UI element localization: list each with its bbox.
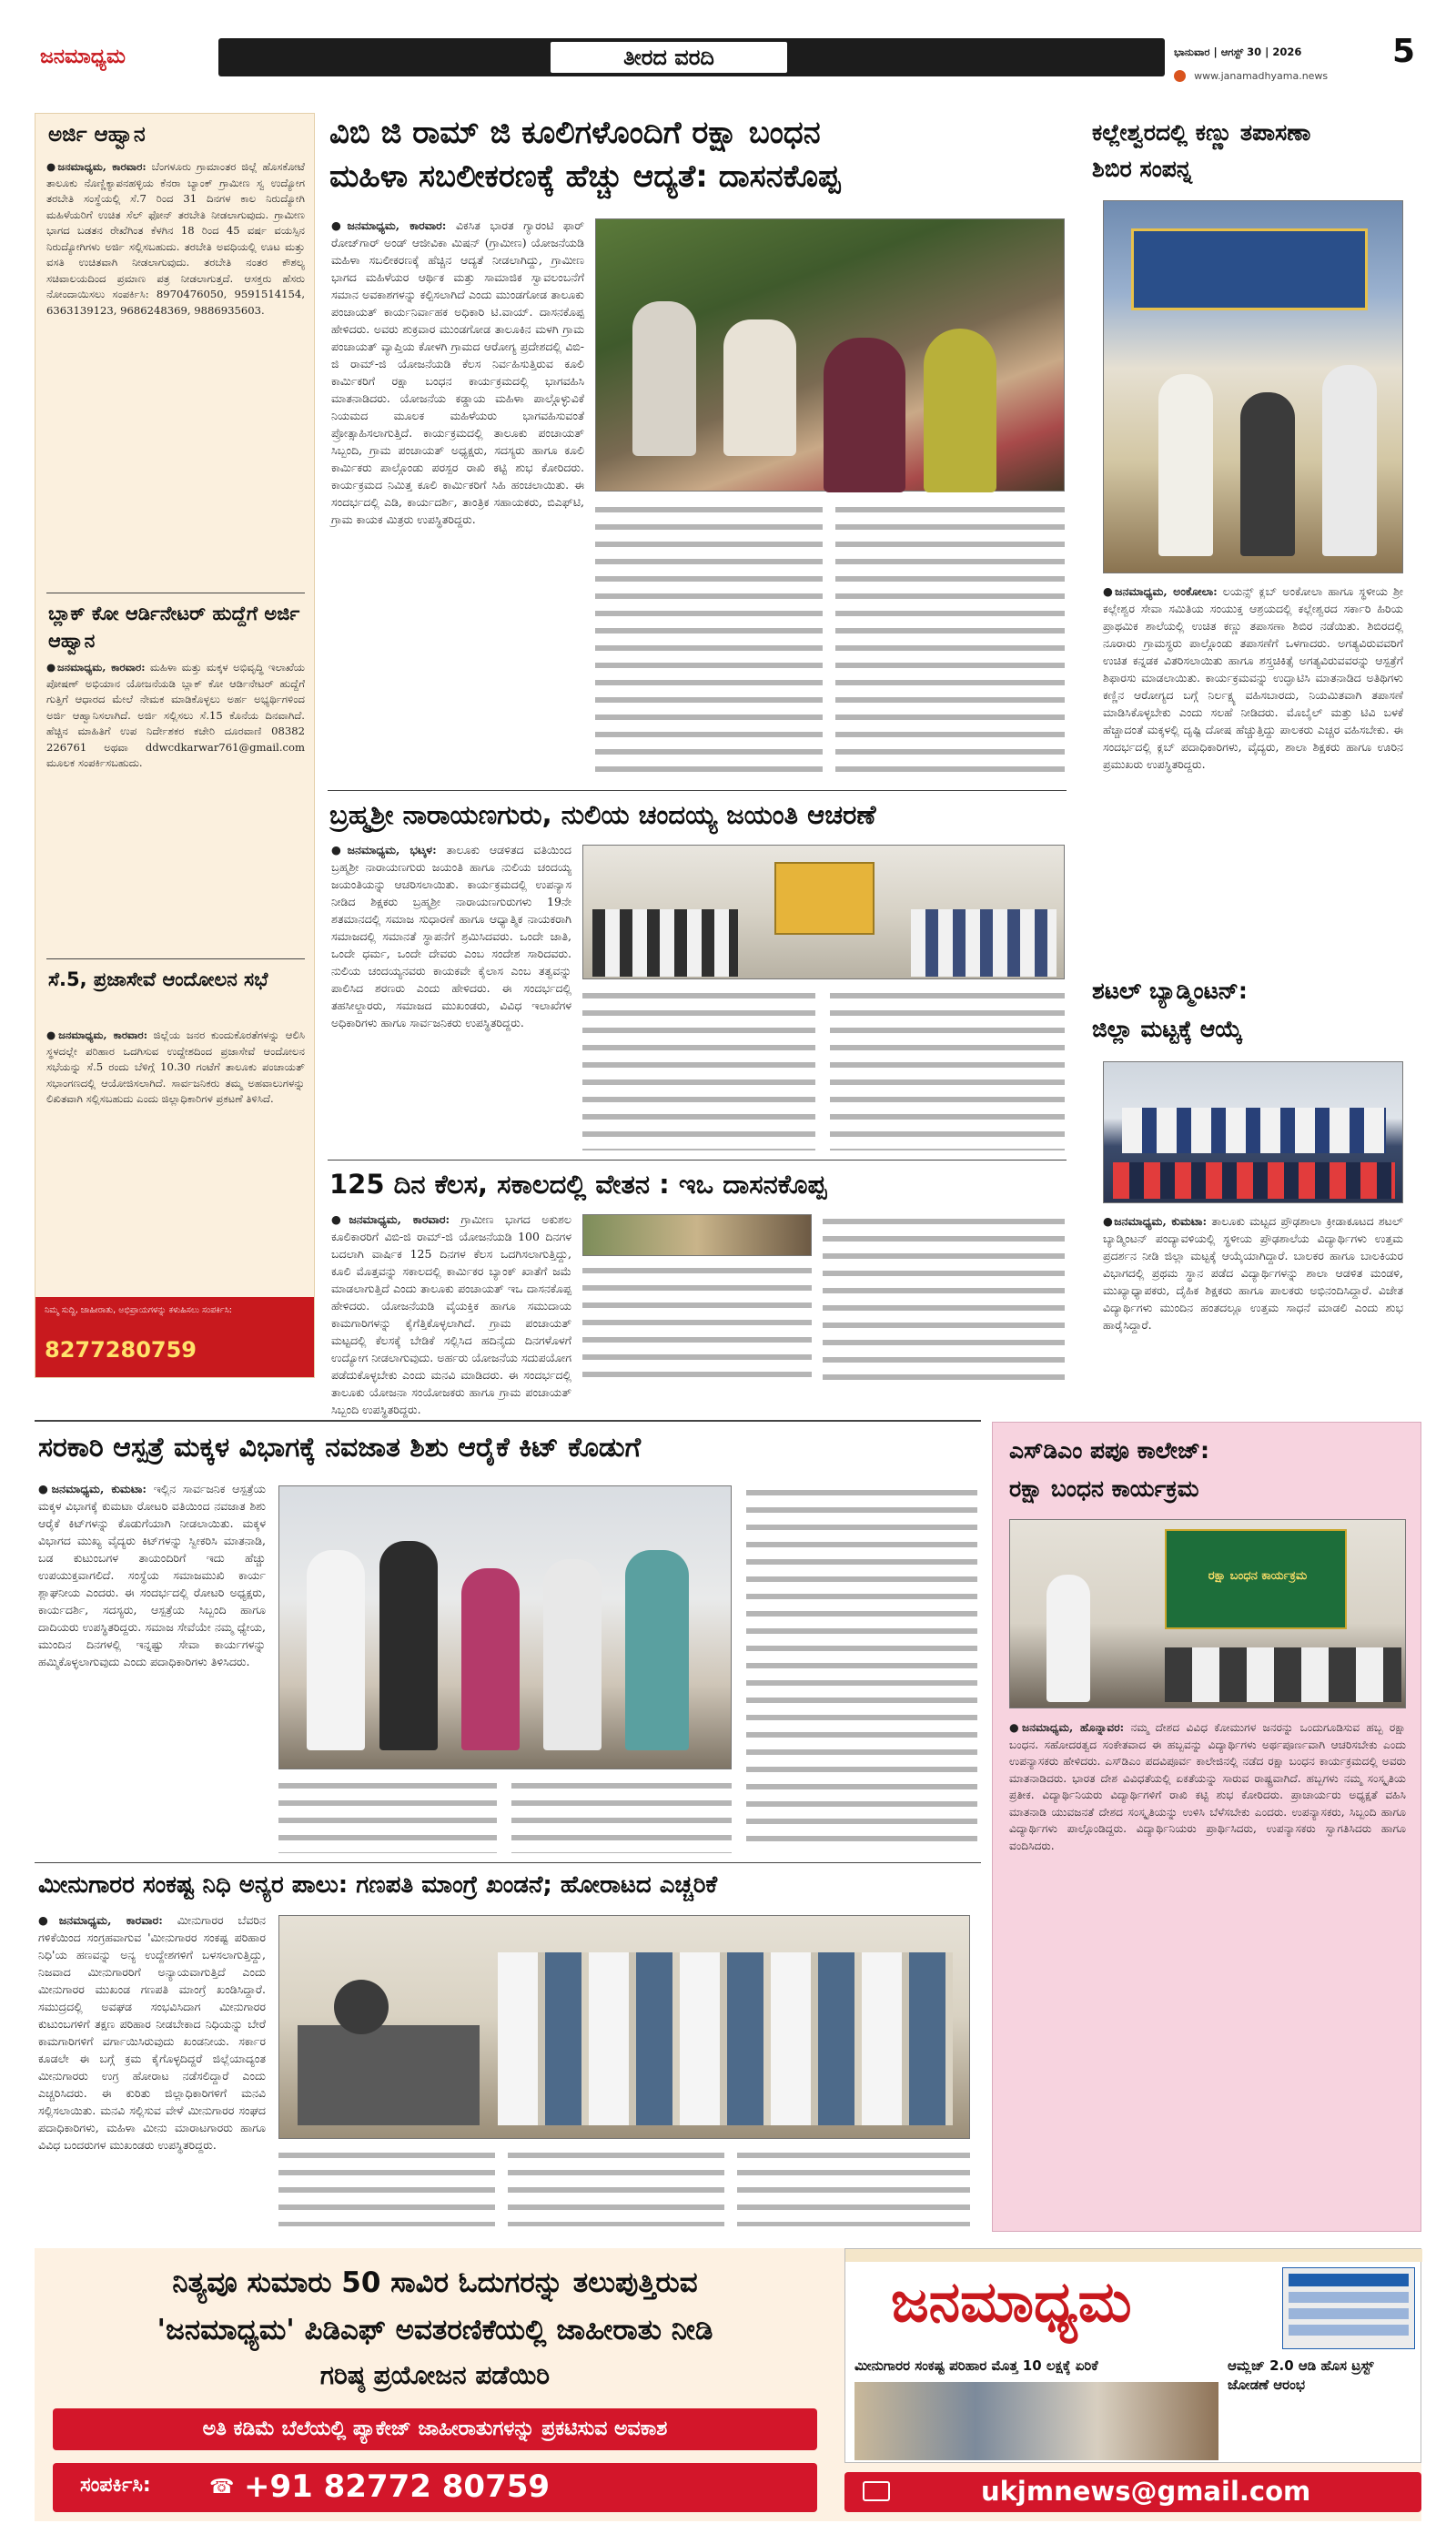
eye-camp-photo (1103, 200, 1403, 573)
ad-contact-label: ಸಂಪರ್ಕಿಸಿ: (80, 2474, 151, 2497)
fishermen-story (35, 1862, 981, 2232)
email-bar (844, 2472, 1421, 2512)
ad-banner-text: ಅತಿ ಕಡಿಮೆ ಬೆಲೆಯಲ್ಲಿ ಪ್ಯಾಕೇಜ್ ಜಾಹೀರಾತುಗಳನ್ನು ಪ್ರಕಟಿಸುವ ಅವಕಾಶ (202, 2417, 668, 2440)
eye-camp-story (1083, 109, 1420, 956)
ad-phone[interactable]: +91 82772 80759 (244, 2468, 551, 2505)
jayanti-col-lines (582, 988, 815, 1150)
badminton-story (1083, 974, 1420, 1484)
badminton-photo (1103, 1061, 1403, 1203)
notice3-body (46, 1028, 305, 1284)
mini-brand: ಜನಮಾಧ್ಯಮ (891, 2268, 1132, 2335)
divider (328, 790, 1067, 791)
section-bar (218, 38, 1165, 76)
hospital-photo (278, 1485, 732, 1769)
eye-camp-text: ಲಯನ್ಸ್ ಕ್ಲಬ್ ಅಂಕೋಲಾ ಹಾಗೂ ಸ್ಥಳೀಯ ಶ್ರೀ ಕಲ್ಲೇಶ್ವರ ಸೇವಾ ಸಮಿತಿಯ ಸಂಯುಕ್ತ ಆಶ್ರಯದಲ್ಲಿ ಕಲ್ಲೇಶ್ವರದ ಸರ್ಕಾರಿ ಹಿರಿಯ ಪ್ರಾಥಮಿಕ ಶಾಲೆಯಲ್ಲಿ ಉಚಿತ ಕಣ್ಣು ತಪಾಸಣಾ ಶಿಬಿರ ನಡೆಯಿತು. ಶಿಬಿರದಲ್ಲಿ ನೂರಾರು ಗ್ರಾಮಸ್ಥರು ಪಾಲ್ಗೊಂಡು ತಪಾಸಣೆಗೆ ಒಳಗಾದರು. ಅಗತ್ಯವಿರುವವರಿಗೆ ಉಚಿತ ಕನ್ನಡಕ ವಿತರಿಸಲಾಯಿತು ಹಾಗೂ ಶಸ್ತ್ರಚಿಕಿತ್ಸೆ ಅಗತ್ಯವಿರುವವರನ್ನು ಆಸ್ಪತ್ರೆಗೆ ಶಿಫಾರಸು ಮಾಡಲಾಯಿತು. ಕಾರ್ಯಕ್ರಮವನ್ನು ಉದ್ಘಾಟಿಸಿ ಮಾತನಾಡಿದ ಅತಿಥಿಗಳು ಕಣ್ಣಿನ ಆರೋಗ್ಯದ ಬಗ್ಗೆ ನಿರ್ಲಕ್ಷ್ಯ ವಹಿಸಬಾರದು, ನಿಯಮಿತವಾಗಿ ತಪಾಸಣೆ ಮಾಡಿಸಿಕೊಳ್ಳಬೇಕು ಎಂದು ಸಲಹೆ ನೀಡಿದರು. ಮೊಬೈಲ್ ಮತ್ತು ಟಿವಿ ಬಳಕೆ ಹೆಚ್ಚಾದಂತೆ ಮಕ್ಕಳಲ್ಲಿ ದೃಷ್ಟಿ ದೋಷ ಹೆಚ್ಚುತ್ತಿದ್ದು ಪಾಲಕರು ಎಚ್ಚರ ವಹಿಸಬೇಕು. ಈ ಸಂದರ್ಭದಲ್ಲಿ ಕ್ಲಬ್ ಪದಾಧಿಕಾರಿಗಳು, ವೈದ್ಯರು, ಶಾಲಾ ಶಿಕ್ಷಕರು ಹಾಗೂ ಊರಿನ ಪ್ರಮುಖರು ಉಪಸ್ಥಿತರಿದ್ದರು. (1103, 584, 1403, 771)
badminton-headline-2: ಜಿಲ್ಲಾ ಮಟ್ಟಕ್ಕೆ ಆಯ್ಕೆ (1092, 1016, 1243, 1042)
dateline: ಭಾನುವಾರ | ಆಗಸ್ಟ್ 30 | 2026 (1174, 46, 1302, 58)
wages-headline: 125 ದಿನ ಕೆಲಸ, ಸಕಾಲದಲ್ಲಿ ವೇತನ : ಇಒ ದಾಸನಕೊಪ್ಪ (329, 1169, 827, 1200)
section-label-box (551, 42, 787, 73)
mini-front-page (844, 2248, 1421, 2463)
page-number: 5 (1392, 33, 1416, 70)
globe-icon (1174, 70, 1186, 82)
notice1-lead: ●ಜನಮಾಧ್ಯಮ, ಕಾರವಾರ: (46, 160, 147, 173)
hospital-col-lines (511, 1779, 732, 1853)
hospital-col1 (38, 1480, 266, 1853)
website-row (1174, 66, 1328, 81)
contact-ad-text: ನಿಮ್ಮ ಸುದ್ದಿ, ಜಾಹೀರಾತು, ಅಭಿಪ್ರಾಯಗಳನ್ನು ಕಳುಹಿಸಲು ಸಂಪರ್ಕಿಸಿ: (45, 1305, 232, 1315)
divider (46, 958, 305, 959)
contact-ad (35, 1297, 314, 1377)
mini-strip (845, 2249, 1422, 2262)
lead-story-col1 (331, 217, 584, 774)
ad-contact-row (53, 2463, 817, 2512)
brand-name: ಜನಮಾಧ್ಯಮ (40, 46, 126, 68)
fishermen-col1 (38, 1911, 266, 2226)
bottom-ad (35, 2248, 1421, 2521)
hospital-lead: ●ಜನಮಾಧ್ಯಮ, ಕುಮಟಾ: (38, 1482, 147, 1495)
phone-icon: ☎ (209, 2476, 235, 2498)
eye-camp-headline-2: ಶಿಬಿರ ಸಂಪನ್ನ (1092, 156, 1193, 182)
brand-logo (40, 46, 213, 73)
jayanti-story (324, 790, 1070, 1154)
sdm-banner-text: ರಕ್ಷಾ ಬಂಧನ ಕಾರ್ಯಕ್ರಮ (1208, 1569, 1308, 1583)
lead-story (324, 109, 1070, 783)
wages-lead: ●ಜನಮಾಧ್ಯಮ, ಕಾರವಾರ: (331, 1212, 450, 1226)
hospital-col-lines (746, 1485, 977, 1853)
fishermen-lead: ●ಜನಮಾಧ್ಯಮ, ಕಾರವಾರ: (38, 1913, 163, 1927)
lead-headline-1: ವಿಬಿ ಜಿ ರಾಮ್ ಜಿ ಕೂಲಿಗಳೊಂದಿಗೆ ರಕ್ಷಾ ಬಂಧನ (329, 115, 821, 151)
sdm-body (1009, 1719, 1406, 2224)
notice3-lead: ●ಜನಮಾಧ್ಯಮ, ಕಾರವಾರ: (46, 1029, 147, 1041)
website-link[interactable]: www.janamadhyama.news (1194, 70, 1329, 82)
mini-side-panel (1282, 2267, 1415, 2349)
badminton-text: ತಾಲೂಕು ಮಟ್ಟದ ಪ್ರೌಢಶಾಲಾ ಕ್ರೀಡಾಕೂಟದ ಶಟಲ್ ಬ್ಯಾಡ್ಮಿಂಟನ್ ಪಂದ್ಯಾವಳಿಯಲ್ಲಿ ಸ್ಥಳೀಯ ಪ್ರೌಢಶಾಲೆಯ ವಿದ್ಯಾರ್ಥಿಗಳು ಉತ್ತಮ ಪ್ರದರ್ಶನ ನೀಡಿ ಜಿಲ್ಲಾ ಮಟ್ಟಕ್ಕೆ ಆಯ್ಕೆಯಾಗಿದ್ದಾರೆ. ಬಾಲಕರ ಹಾಗೂ ಬಾಲಕಿಯರ ವಿಭಾಗದಲ್ಲಿ ಪ್ರಥಮ ಸ್ಥಾನ ಪಡೆದ ವಿದ್ಯಾರ್ಥಿಗಳನ್ನು ಶಾಲಾ ಆಡಳಿತ ಮಂಡಳಿ, ಮುಖ್ಯಾಧ್ಯಾಪಕರು, ದೈಹಿಕ ಶಿಕ್ಷಕರು ಹಾಗೂ ಪಾಲಕರು ಅಭಿನಂದಿಸಿದ್ದಾರೆ. ವಿಜೇತ ವಿದ್ಯಾರ್ಥಿಗಳು ಮುಂದಿನ ಹಂತದಲ್ಲೂ ಉತ್ತಮ ಸಾಧನೆ ಮಾಡಲಿ ಎಂದು ಶುಭ ಹಾರೈಸಿದ್ದಾರೆ. (1103, 1214, 1403, 1332)
ad-text-block (35, 2248, 835, 2521)
lead-story-lead: ●ಜನಮಾಧ್ಯಮ, ಕಾರವಾರ: (331, 218, 447, 232)
ad-line-1: ನಿತ್ಯವೂ ಸುಮಾರು 50 ಸಾವಿರ ಓದುಗರನ್ನು ತಲುಪುತ್ತಿರುವ (172, 2266, 698, 2299)
wages-text: ಗ್ರಾಮೀಣ ಭಾಗದ ಅಕುಶಲ ಕೂಲಿಕಾರರಿಗೆ ವಿಬಿ-ಜಿ ರಾಮ್-ಜಿ ಯೋಜನೆಯಡಿ 100 ದಿನಗಳ ಬದಲಾಗಿ ವಾರ್ಷಿಕ 125 ದಿನಗಳ ಕೆಲಸ ಒದಗಿಸಲಾಗುತ್ತಿದ್ದು, ಕೂಲಿ ಮೊತ್ತವನ್ನು ಸಕಾಲದಲ್ಲಿ ಕಾರ್ಮಿಕರ ಬ್ಯಾಂಕ್ ಖಾತೆಗೆ ಜಮೆ ಮಾಡಲಾಗುತ್ತಿದೆ ಎಂದು ತಾಲೂಕು ಪಂಚಾಯತ್ ಇಒ ದಾಸನಕೊಪ್ಪ ಹೇಳಿದರು. ಯೋಜನೆಯಡಿ ವೈಯಕ್ತಿಕ ಹಾಗೂ ಸಮುದಾಯ ಕಾಮಗಾರಿಗಳನ್ನು ಕೈಗೆತ್ತಿಕೊಳ್ಳಲಾಗಿದೆ. ಗ್ರಾಮ ಪಂಚಾಯತ್ ಮಟ್ಟದಲ್ಲಿ ಕೆಲಸಕ್ಕೆ ಬೇಡಿಕೆ ಸಲ್ಲಿಸಿದ ಹದಿನೈದು ದಿನಗಳೊಳಗೆ ಉದ್ಯೋಗ ನೀಡಲಾಗುವುದು. ಅರ್ಹರು ಯೋಜನೆಯ ಸದುಪಯೋಗ ಪಡೆದುಕೊಳ್ಳಬೇಕು ಎಂದು ಮನವಿ ಮಾಡಿದರು. ಈ ಸಂದರ್ಭದಲ್ಲಿ ತಾಲೂಕು ಯೋಜನಾ ಸಂಯೋಜಕರು ಹಾಗೂ ಗ್ರಾಮ ಪಂಚಾಯತ್ ಸಿಬ್ಬಂದಿ ಉಪಸ್ಥಿತರಿದ್ದರು. (331, 1212, 571, 1416)
fishermen-photo (278, 1915, 970, 2139)
wages-story (324, 1160, 1070, 1416)
notice2-body (46, 660, 305, 949)
badminton-lead: ●ಜನಮಾಧ್ಯಮ, ಕುಮಟಾ: (1103, 1214, 1208, 1228)
lead-story-col-lines (835, 502, 1065, 774)
masthead (0, 0, 1456, 82)
fishermen-col-lines (278, 2148, 495, 2226)
notice2-lead: ●ಜನಮಾಧ್ಯಮ, ಕಾರವಾರ: (46, 661, 146, 674)
wages-col1 (331, 1211, 571, 1416)
wages-col-lines (823, 1214, 1065, 1383)
notice3-title: ಸೆ.5, ಪ್ರಜಾಸೇವೆ ಆಂದೋಲನ ಸಭೆ (48, 968, 268, 990)
ad-banner (53, 2408, 817, 2450)
sdm-story (992, 1422, 1421, 2232)
mini-headline-2: ಆಮ್ಲಜ್ 2.0 ಆಡಿ ಹೊಸ ಟ್ರಸ್ಟ್ ಜೋಡಣೆ ಆರಂಭ (1228, 2357, 1374, 2393)
notice1-body (46, 159, 305, 585)
wages-col-lines (582, 1263, 812, 1383)
notice2-title: ಬ್ಲಾಕ್ ಕೋ ಆರ್ಡಿನೇಟರ್ ಹುದ್ದೆಗೆ ಅರ್ಜಿ ಆಹ್ವಾನ (48, 603, 300, 652)
notice1-title: ಅರ್ಜಿ ಆಹ್ವಾನ (48, 123, 146, 147)
jayanti-lead: ●ಜನಮಾಧ್ಯಮ, ಭಟ್ಕಳ: (331, 843, 437, 856)
divider (328, 1160, 1067, 1161)
divider (35, 1420, 981, 1422)
eye-camp-headline-1: ಕಲ್ಲೇಶ್ವರದಲ್ಲಿ ಕಣ್ಣು ತಪಾಸಣಾ (1092, 119, 1311, 146)
ad-email[interactable]: ukjmnews@gmail.com (981, 2476, 1311, 2507)
left-column (35, 113, 315, 1378)
eye-camp-lead: ●ಜನಮಾಧ್ಯಮ, ಅಂಕೋಲಾ: (1103, 584, 1218, 598)
sdm-photo (1009, 1519, 1406, 1708)
mini-headline-1: ಮೀನುಗಾರರ ಸಂಕಷ್ಟ ಪರಿಹಾರ ಮೊತ್ತ 10 ಲಕ್ಷಕ್ಕೆ ಏರಿಕೆ (854, 2357, 1098, 2374)
jayanti-headline: ಬ್ರಹ್ಮಶ್ರೀ ನಾರಾಯಣಗುರು, ನುಲಿಯ ಚಂದಯ್ಯ ಜಯಂತಿ ಆಚರಣೆ (329, 799, 876, 830)
eye-camp-body (1103, 583, 1403, 947)
sdm-headline-2: ರಕ್ಷಾ ಬಂಧನ ಕಾರ್ಯಕ್ರಮ (1009, 1475, 1199, 1502)
notice2-text: ಮಹಿಳಾ ಮತ್ತು ಮಕ್ಕಳ ಅಭಿವೃದ್ಧಿ ಇಲಾಖೆಯ ಪೋಷಣ್ ಅಭಿಯಾನ ಯೋಜನೆಯಡಿ ಬ್ಲಾಕ್ ಕೋ ಆರ್ಡಿನೇಟರ್ ಹುದ್ದೆಗೆ ಗುತ್ತಿಗೆ ಆಧಾರದ ಮೇಲೆ ನೇಮಕ ಮಾಡಿಕೊಳ್ಳಲು ಅರ್ಹ ಅಭ್ಯರ್ಥಿಗಳಿಂದ ಅರ್ಜಿ ಆಹ್ವಾನಿಸಲಾಗಿದೆ. ಅರ್ಜಿ ಸಲ್ಲಿಸಲು ಸೆ.15 ಕೊನೆಯ ದಿನವಾಗಿದೆ. ಹೆಚ್ಚಿನ ಮಾಹಿತಿಗೆ ಉಪ ನಿರ್ದೇಶಕರ ಕಚೇರಿ ದೂರವಾಣಿ 08382 226761 ಅಥವಾ ddwcdkarwar761@gmail.com ಮೂಲಕ ಸಂಪರ್ಕಿಸಬಹುದು. (46, 661, 305, 769)
contact-ad-phone[interactable]: 8277280759 (45, 1337, 197, 1363)
fishermen-headline: ಮೀನುಗಾರರ ಸಂಕಷ್ಟ ನಿಧಿ ಅನ್ಯರ ಪಾಲು: ಗಣಪತಿ ಮಾಂಗ್ರೆ ಖಂಡನೆ; ಹೋರಾಟದ ಎಚ್ಚರಿಕೆ (38, 1871, 718, 1899)
hospital-col-lines (278, 1779, 497, 1853)
divider (35, 1862, 981, 1863)
hospital-story (35, 1420, 981, 1859)
jayanti-col1 (331, 841, 571, 1150)
jayanti-col-lines (830, 988, 1065, 1150)
lead-story-photo (595, 218, 1065, 492)
email-icon (863, 2481, 890, 2501)
lead-story-col-lines (595, 502, 823, 774)
mini-photo (854, 2382, 1218, 2460)
hospital-headline: ಸರಕಾರಿ ಆಸ್ಪತ್ರೆ ಮಕ್ಕಳ ವಿಭಾಗಕ್ಕೆ ನವಜಾತ ಶಿಶು ಆರೈಕೆ ಕಿಟ್ ಕೊಡುಗೆ (38, 1432, 642, 1464)
ad-line-3: ಗರಿಷ್ಠ ಪ್ರಯೋಜನ ಪಡೆಯಿರಿ (319, 2360, 551, 2390)
sdm-text: ನಮ್ಮ ದೇಶದ ವಿವಿಧ ಕೋಮುಗಳ ಜನರನ್ನು ಒಂದುಗೂಡಿಸುವ ಹಬ್ಬ ರಕ್ಷಾ ಬಂಧನ. ಸಹೋದರತ್ವದ ಸಂಕೇತವಾದ ಈ ಹಬ್ಬವನ್ನು ವಿದ್ಯಾರ್ಥಿಗಳು ಅರ್ಥಪೂರ್ಣವಾಗಿ ಆಚರಿಸಬೇಕು ಎಂದು ಉಪನ್ಯಾಸಕರು ಹೇಳಿದರು. ಎಸ್‌ಡಿಎಂ ಪದವಿಪೂರ್ವ ಕಾಲೇಜಿನಲ್ಲಿ ನಡೆದ ರಕ್ಷಾ ಬಂಧನ ಕಾರ್ಯಕ್ರಮದಲ್ಲಿ ಅವರು ಮಾತನಾಡಿದರು. ಭಾರತ ದೇಶ ವಿವಿಧತೆಯಲ್ಲಿ ಏಕತೆಯನ್ನು ಸಾರುವ ರಾಷ್ಟ್ರವಾಗಿದೆ. ಹಬ್ಬಗಳು ನಮ್ಮ ಸಂಸ್ಕೃತಿಯ ಪ್ರತೀಕ. ವಿದ್ಯಾರ್ಥಿನಿಯರು ವಿದ್ಯಾರ್ಥಿಗಳಿಗೆ ರಾಖಿ ಕಟ್ಟಿ ಶುಭ ಕೋರಿದರು. ಪ್ರಾಚಾರ್ಯರು ಅಧ್ಯಕ್ಷತೆ ವಹಿಸಿ ಮಾತನಾಡಿ ಯುವಜನತೆ ದೇಶದ ಸಂಸ್ಕೃತಿಯನ್ನು ಉಳಿಸಿ ಬೆಳೆಸಬೇಕು ಎಂದರು. ಉಪನ್ಯಾಸಕರು, ಸಿಬ್ಬಂದಿ ಹಾಗೂ ವಿದ್ಯಾರ್ಥಿಗಳು ಪಾಲ್ಗೊಂಡಿದ್ದರು. ವಿದ್ಯಾರ್ಥಿನಿಯರು ಪ್ರಾರ್ಥಿಸಿದರು, ಉಪನ್ಯಾಸಕರು ಸ್ವಾಗತಿಸಿದರು ಹಾಗೂ ವಂದಿಸಿದರು. (1009, 1721, 1406, 1852)
badminton-headline-1: ಶಟಲ್ ಬ್ಯಾಡ್ಮಿಂಟನ್: (1092, 978, 1248, 1004)
jayanti-photo (582, 845, 1065, 979)
fishermen-col-lines (508, 2148, 724, 2226)
fishermen-text: ಮೀನುಗಾರರ ಬೆವರಿನ ಗಳಿಕೆಯಿಂದ ಸಂಗ್ರಹವಾಗುವ 'ಮೀನುಗಾರರ ಸಂಕಷ್ಟ ಪರಿಹಾರ ನಿಧಿ'ಯ ಹಣವನ್ನು ಅನ್ಯ ಉದ್ದೇಶಗಳಿಗೆ ಬಳಸಲಾಗುತ್ತಿದ್ದು, ನಿಜವಾದ ಮೀನುಗಾರರಿಗೆ ಅನ್ಯಾಯವಾಗುತ್ತಿದೆ ಎಂದು ಮೀನುಗಾರರ ಮುಖಂಡ ಗಣಪತಿ ಮಾಂಗ್ರೆ ಖಂಡಿಸಿದ್ದಾರೆ. ಸಮುದ್ರದಲ್ಲಿ ಅವಘಡ ಸಂಭವಿಸಿದಾಗ ಮೀನುಗಾರರ ಕುಟುಂಬಗಳಿಗೆ ತಕ್ಷಣ ಪರಿಹಾರ ನೀಡಬೇಕಾದ ನಿಧಿಯನ್ನು ಬೇರೆ ಕಾಮಗಾರಿಗಳಿಗೆ ವರ್ಗಾಯಿಸಿರುವುದು ಖಂಡನೀಯ. ಸರ್ಕಾರ ಕೂಡಲೇ ಈ ಬಗ್ಗೆ ಕ್ರಮ ಕೈಗೊಳ್ಳದಿದ್ದರೆ ಜಿಲ್ಲೆಯಾದ್ಯಂತ ಮೀನುಗಾರರು ಉಗ್ರ ಹೋರಾಟ ನಡೆಸಲಿದ್ದಾರೆ ಎಂದು ಎಚ್ಚರಿಸಿದರು. ಈ ಕುರಿತು ಜಿಲ್ಲಾಧಿಕಾರಿಗಳಿಗೆ ಮನವಿ ಸಲ್ಲಿಸಲಾಯಿತು. ಮನವಿ ಸಲ್ಲಿಸುವ ವೇಳೆ ಮೀನುಗಾರರ ಸಂಘದ ಪದಾಧಿಕಾರಿಗಳು, ಮಹಿಳಾ ಮೀನು ಮಾರಾಟಗಾರರು ಹಾಗೂ ವಿವಿಧ ಬಂದರುಗಳ ಮುಖಂಡರು ಉಪಸ್ಥಿತರಿದ್ದರು. (38, 1913, 266, 2152)
notice3-text: ಜಿಲ್ಲೆಯ ಜನರ ಕುಂದುಕೊರತೆಗಳನ್ನು ಆಲಿಸಿ ಸ್ಥಳದಲ್ಲೇ ಪರಿಹಾರ ಒದಗಿಸುವ ಉದ್ದೇಶದಿಂದ ಪ್ರಜಾಸೇವೆ ಆಂದೋಲನ ಸಭೆಯನ್ನು ಸೆ.5 ರಂದು ಬೆಳಿಗ್ಗೆ 10.30 ಗಂಟೆಗೆ ತಾಲೂಕು ಪಂಚಾಯತ್ ಸಭಾಂಗಣದಲ್ಲಿ ಆಯೋಜಿಸಲಾಗಿದೆ. ಸಾರ್ವಜನಿಕರು ತಮ್ಮ ಅಹವಾಲುಗಳನ್ನು ಲಿಖಿತವಾಗಿ ಸಲ್ಲಿಸಬಹುದು ಎಂದು ಜಿಲ್ಲಾಧಿಕಾರಿಗಳ ಪ್ರಕಟಣೆ ತಿಳಿಸಿದೆ. (46, 1029, 305, 1105)
lead-headline-2: ಮಹಿಳಾ ಸಬಲೀಕರಣಕ್ಕೆ ಹೆಚ್ಚು ಆದ್ಯತೆ: ದಾಸನಕೊಪ್ಪ (329, 158, 841, 195)
section-title: ತೀರದ ವರದಿ (623, 45, 714, 70)
sdm-headline-1: ಎಸ್‌ಡಿಎಂ ಪಪೂ ಕಾಲೇಜ್: (1009, 1437, 1210, 1464)
sdm-lead: ●ಜನಮಾಧ್ಯಮ, ಹೊನ್ನಾವರ: (1009, 1721, 1125, 1734)
hospital-text: ಇಲ್ಲಿನ ಸಾರ್ವಜನಿಕ ಆಸ್ಪತ್ರೆಯ ಮಕ್ಕಳ ವಿಭಾಗಕ್ಕೆ ಕುಮಟಾ ರೋಟರಿ ವತಿಯಿಂದ ನವಜಾತ ಶಿಶು ಆರೈಕೆ ಕಿಟ್‌ಗಳನ್ನು ಕೊಡುಗೆಯಾಗಿ ನೀಡಲಾಯಿತು. ಮಕ್ಕಳ ವಿಭಾಗದ ಮುಖ್ಯ ವೈದ್ಯರು ಕಿಟ್‌ಗಳನ್ನು ಸ್ವೀಕರಿಸಿ ಮಾತನಾಡಿ, ಬಡ ಕುಟುಂಬಗಳ ತಾಯಂದಿರಿಗೆ ಇದು ಹೆಚ್ಚು ಉಪಯುಕ್ತವಾಗಲಿದೆ. ಸಂಸ್ಥೆಯ ಸಮಾಜಮುಖಿ ಕಾರ್ಯ ಶ್ಲಾಘನೀಯ ಎಂದರು. ಈ ಸಂದರ್ಭದಲ್ಲಿ ರೋಟರಿ ಅಧ್ಯಕ್ಷರು, ಕಾರ್ಯದರ್ಶಿ, ಸದಸ್ಯರು, ಆಸ್ಪತ್ರೆಯ ಸಿಬ್ಬಂದಿ ಹಾಗೂ ದಾದಿಯರು ಉಪಸ್ಥಿತರಿದ್ದರು. ಸಮಾಜ ಸೇವೆಯೇ ನಮ್ಮ ಧ್ಯೇಯ, ಮುಂದಿನ ದಿನಗಳಲ್ಲಿ ಇನ್ನಷ್ಟು ಸೇವಾ ಕಾರ್ಯಗಳನ್ನು ಹಮ್ಮಿಕೊಳ್ಳಲಾಗುವುದು ಎಂದು ಪದಾಧಿಕಾರಿಗಳು ತಿಳಿಸಿದರು. (38, 1482, 266, 1668)
wages-photo (582, 1214, 812, 1256)
ad-line-2: 'ಜನಮಾಧ್ಯಮ' ಪಿಡಿಎಫ್ ಅವತರಣಿಕೆಯಲ್ಲಿ ಜಾಹೀರಾತು ನೀಡಿ (157, 2314, 713, 2346)
notice1-text: ಬೆಂಗಳೂರು ಗ್ರಾಮಾಂತರ ಜಿಲ್ಲೆ ಹೊಸಕೋಟೆ ತಾಲೂಕು ನೊಣ್ಣಿಕ್ಯಾಪನಹಳ್ಳಿಯ ಕೆನರಾ ಬ್ಯಾಂಕ್ ಗ್ರಾಮೀಣ ಸ್ವ ಉದ್ಯೋಗ ತರಬೇತಿ ಸಂಸ್ಥೆಯಲ್ಲಿ ಸೆ.7 ರಿಂದ 31 ದಿನಗಳ ಕಾಲ ನಿರುದ್ಯೋಗಿ ಮಹಿಳೆಯರಿಗೆ ಉಚಿತ ಸೆಲ್ ಫೋನ್ ತರಬೇತಿ ನೀಡಲಾಗುವುದು. ಗ್ರಾಮೀಣ ಭಾಗದ ಬಡತನ ರೇಖೆಗಿಂತ ಕೆಳಗಿನ 18 ರಿಂದ 45 ವರ್ಷ ವಯಸ್ಸಿನ ನಿರುದ್ಯೋಗಿಗಳು ಅರ್ಜಿ ಸಲ್ಲಿಸಬಹುದು. ತರಬೇತಿ ಅವಧಿಯಲ್ಲಿ ಊಟ ಮತ್ತು ವಸತಿ ಉಚಿತವಾಗಿ ನೀಡಲಾಗುವುದು. ತರಬೇತಿ ನಂತರ ಕೌಶಲ್ಯ ಸಚಿವಾಲಯದಿಂದ ಪ್ರಮಾಣ ಪತ್ರ ನೀಡಲಾಗುತ್ತದೆ. ಆಸಕ್ತರು ಹೆಸರು ನೋಂದಾಯಿಸಲು ಸಂಪರ್ಕಿಸಿ: 8970476050, 9591514154, 6363139123, 9686248369, 9886935603. (46, 160, 305, 317)
lead-story-text: ವಿಕಸಿತ ಭಾರತ ಗ್ಯಾರಂಟಿ ಫಾರ್ ರೋಜ್‌ಗಾರ್ ಅಂಡ್ ಆಜೀವಿಕಾ ಮಿಷನ್ (ಗ್ರಾಮೀಣ) ಯೋಜನೆಯಡಿ ಮಹಿಳಾ ಸಬಲೀಕರಣಕ್ಕೆ ಹೆಚ್ಚಿನ ಆದ್ಯತೆ ನೀಡಲಾಗಿದ್ದು, ಗ್ರಾಮೀಣ ಭಾಗದ ಮಹಿಳೆಯರ ಆರ್ಥಿಕ ಮತ್ತು ಸಾಮಾಜಿಕ ಸ್ವಾವಲಂಬನೆಗೆ ಸಮಾನ ಅವಕಾಶಗಳನ್ನು ಕಲ್ಪಿಸಲಾಗಿದೆ ಎಂದು ಮುಂಡಗೋಡ ತಾಲೂಕು ಪಂಚಾಯತ್ ಕಾರ್ಯನಿರ್ವಾಹಕ ಅಧಿಕಾರಿ ಟಿ.ವಾಯ್. ದಾಸನಕೊಪ್ಪ ಹೇಳಿದರು. ಅವರು ಶುಕ್ರವಾರ ಮುಂಡಗೋಡ ತಾಲೂಕಿನ ಮಳಗಿ ಗ್ರಾಮ ಪಂಚಾಯತ್ ವ್ಯಾಪ್ತಿಯ ಕೋಳಗಿ ಗ್ರಾಮದ ಆರೋಗ್ಯ ಪ್ರದೇಶದಲ್ಲಿ ವಿಬಿ-ಜಿ ರಾಮ್-ಜಿ ಯೋಜನೆಯಡಿ ಕೆಲಸ ನಿರ್ವಹಿಸುತ್ತಿರುವ ಕೂಲಿ ಕಾರ್ಮಿಕರಿಗೆ ರಕ್ಷಾ ಬಂಧನ ಕಾರ್ಯಕ್ರಮದಲ್ಲಿ ಭಾಗವಹಿಸಿ ಮಾತನಾಡಿದರು. ಯೋಜನೆಯ ಕಡ್ಡಾಯ ಮಹಿಳಾ ಪಾಲ್ಗೊಳ್ಳುವಿಕೆ ನಿಯಮದ ಮೂಲಕ ಮಹಿಳೆಯರು ಭಾಗವಹಿಸುವಂತೆ ಪ್ರೋತ್ಸಾಹಿಸಲಾಗುತ್ತಿದೆ. ಕಾರ್ಯಕ್ರಮದಲ್ಲಿ ತಾಲೂಕು ಪಂಚಾಯತ್ ಸಿಬ್ಬಂದಿ, ಗ್ರಾಮ ಪಂಚಾಯತ್ ಅಧ್ಯಕ್ಷರು, ಸದಸ್ಯರು ಹಾಗೂ ಕೂಲಿ ಕಾರ್ಮಿಕರು ಪಾಲ್ಗೊಂಡು ಪರಸ್ಪರ ರಾಖಿ ಕಟ್ಟಿ ಶುಭ ಕೋರಿದರು. ಕಾರ್ಯಕ್ರಮದ ನಿಮಿತ್ತ ಕೂಲಿ ಕಾರ್ಮಿಕರಿಗೆ ಸಿಹಿ ಹಂಚಲಾಯಿತು. ಈ ಸಂದರ್ಭದಲ್ಲಿ ಎಡಿ, ಕಾರ್ಯದರ್ಶಿ, ತಾಂತ್ರಿಕ ಸಹಾಯಕರು, ಬಿಎಫ್‌ಟಿ, ಗ್ರಾಮ ಕಾಯಕ ಮಿತ್ರರು ಉಪಸ್ಥಿತರಿದ್ದರು. (331, 218, 585, 526)
jayanti-text: ತಾಲೂಕು ಆಡಳಿತದ ವತಿಯಿಂದ ಬ್ರಹ್ಮಶ್ರೀ ನಾರಾಯಣಗುರು ಜಯಂತಿ ಹಾಗೂ ನುಲಿಯ ಚಂದಯ್ಯ ಜಯಂತಿಯನ್ನು ಆಚರಿಸಲಾಯಿತು. ಕಾರ್ಯಕ್ರಮದಲ್ಲಿ ಉಪನ್ಯಾಸ ನೀಡಿದ ಶಿಕ್ಷಕರು ಬ್ರಹ್ಮಶ್ರೀ ನಾರಾಯಣಗುರುಗಳು 19ನೇ ಶತಮಾನದಲ್ಲಿ ಸಮಾಜ ಸುಧಾರಣೆ ಹಾಗೂ ಆಧ್ಯಾತ್ಮಿಕ ನಾಯಕರಾಗಿ ಸಮಾಜದಲ್ಲಿ ಸಮಾನತೆ ಸ್ಥಾಪನೆಗೆ ಶ್ರಮಿಸಿದವರು. ಒಂದೇ ಜಾತಿ, ಒಂದೇ ಧರ್ಮ, ಒಂದೇ ದೇವರು ಎಂಬ ಸಂದೇಶ ಸಾರಿದವರು. ನುಲಿಯ ಚಂದಯ್ಯನವರು ಕಾಯಕವೇ ಕೈಲಾಸ ಎಂಬ ತತ್ವವನ್ನು ಪಾಲಿಸಿದ ಶರಣರು ಎಂದು ಹೇಳಿದರು. ಈ ಸಂದರ್ಭದಲ್ಲಿ ತಹಸೀಲ್ದಾರರು, ಸಮಾಜದ ಮುಖಂಡರು, ವಿವಿಧ ಇಲಾಖೆಗಳ ಅಧಿಕಾರಿಗಳು ಹಾಗೂ ಸಾರ್ವಜನಿಕರು ಉಪಸ್ಥಿತರಿದ್ದರು. (331, 843, 571, 1029)
fishermen-col-lines (737, 2148, 970, 2226)
